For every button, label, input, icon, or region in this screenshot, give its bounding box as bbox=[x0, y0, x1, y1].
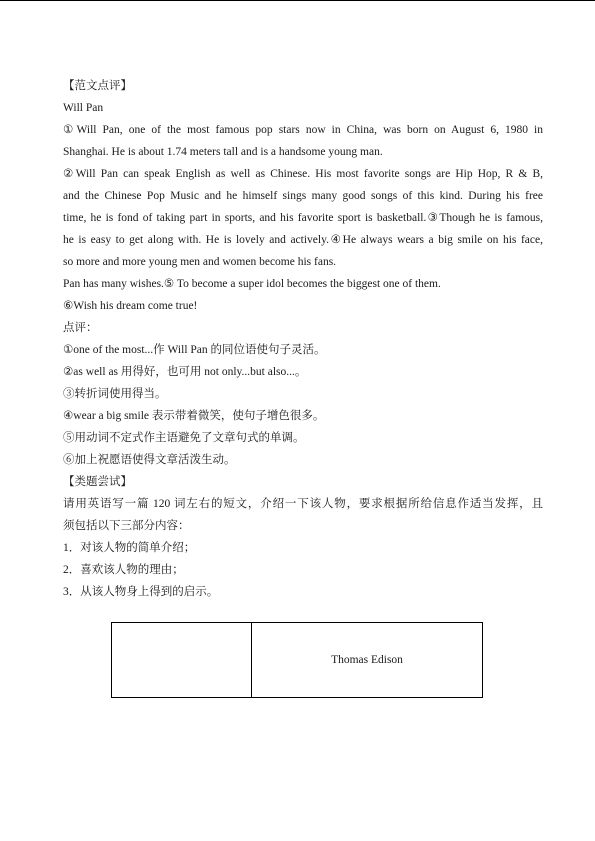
table-row bbox=[112, 623, 483, 698]
comment-item: ③转折词使用得当。 bbox=[63, 388, 167, 400]
essay-line: Shanghai. He is about 1.74 meters tall and is a handsome young man. bbox=[63, 146, 383, 158]
comment-item: ④wear a big smile 表示带着微笑，使句子增色很多。 bbox=[63, 410, 325, 422]
essay-line: ①Will Pan, one of the most famous pop stars now in China, was born on August 6, 1980 in bbox=[63, 124, 543, 136]
task-intro-line: 须包括以下三部分内容： bbox=[63, 520, 190, 532]
essay-line: and the Chinese Pop Music and he himself sings many good songs of this kind. During his free bbox=[63, 190, 543, 202]
table-cell-left bbox=[112, 623, 252, 698]
comment-item: ①one of the most...作 Will Pan 的同位语使句子灵活。 bbox=[63, 344, 326, 356]
essay-line: Pan has many wishes.⑤ To become a super idol becomes the biggest one of them. bbox=[63, 278, 441, 290]
task-item: 3．从该人物身上得到的启示。 bbox=[63, 586, 219, 598]
essay-line: ⑥Wish his dream come true! bbox=[63, 300, 198, 312]
task-heading: 【类题尝试】 bbox=[63, 476, 132, 488]
essay-line: time, he is fond of taking part in sports, and his favorite sport is basketball.③Though he is famous, bbox=[63, 212, 543, 224]
comment-item: ⑥加上祝愿语使得文章活泼生动。 bbox=[63, 454, 236, 466]
info-table bbox=[111, 622, 483, 698]
essay-line: ②Will Pan can speak English as well as Chinese. His most favorite songs are Hip Hop, R & B, bbox=[63, 168, 543, 180]
comment-heading: 点评： bbox=[63, 322, 98, 334]
table-cell-name: Thomas Edison bbox=[252, 623, 483, 698]
document-body bbox=[63, 75, 543, 603]
task-item: 1．对该人物的简单介绍； bbox=[63, 542, 196, 554]
section-heading: 【范文点评】 bbox=[63, 80, 132, 92]
essay-line: so more and more young men and women become his fans. bbox=[63, 256, 337, 268]
comment-item: ②as well as 用得好，也可用 not only...but also...。 bbox=[63, 366, 307, 378]
task-item: 2．喜欢该人物的理由； bbox=[63, 564, 184, 576]
comment-item: ⑤用动词不定式作主语避免了文章句式的单调。 bbox=[63, 432, 305, 444]
task-intro-line: 请用英语写一篇 120 词左右的短文，介绍一下该人物，要求根据所给信息作适当发挥，且 bbox=[63, 498, 543, 510]
top-rule bbox=[0, 0, 595, 1]
essay-title: Will Pan bbox=[63, 102, 104, 114]
essay-line: he is easy to get along with. He is lovely and actively.④He always wears a big smile on his face, bbox=[63, 234, 543, 246]
